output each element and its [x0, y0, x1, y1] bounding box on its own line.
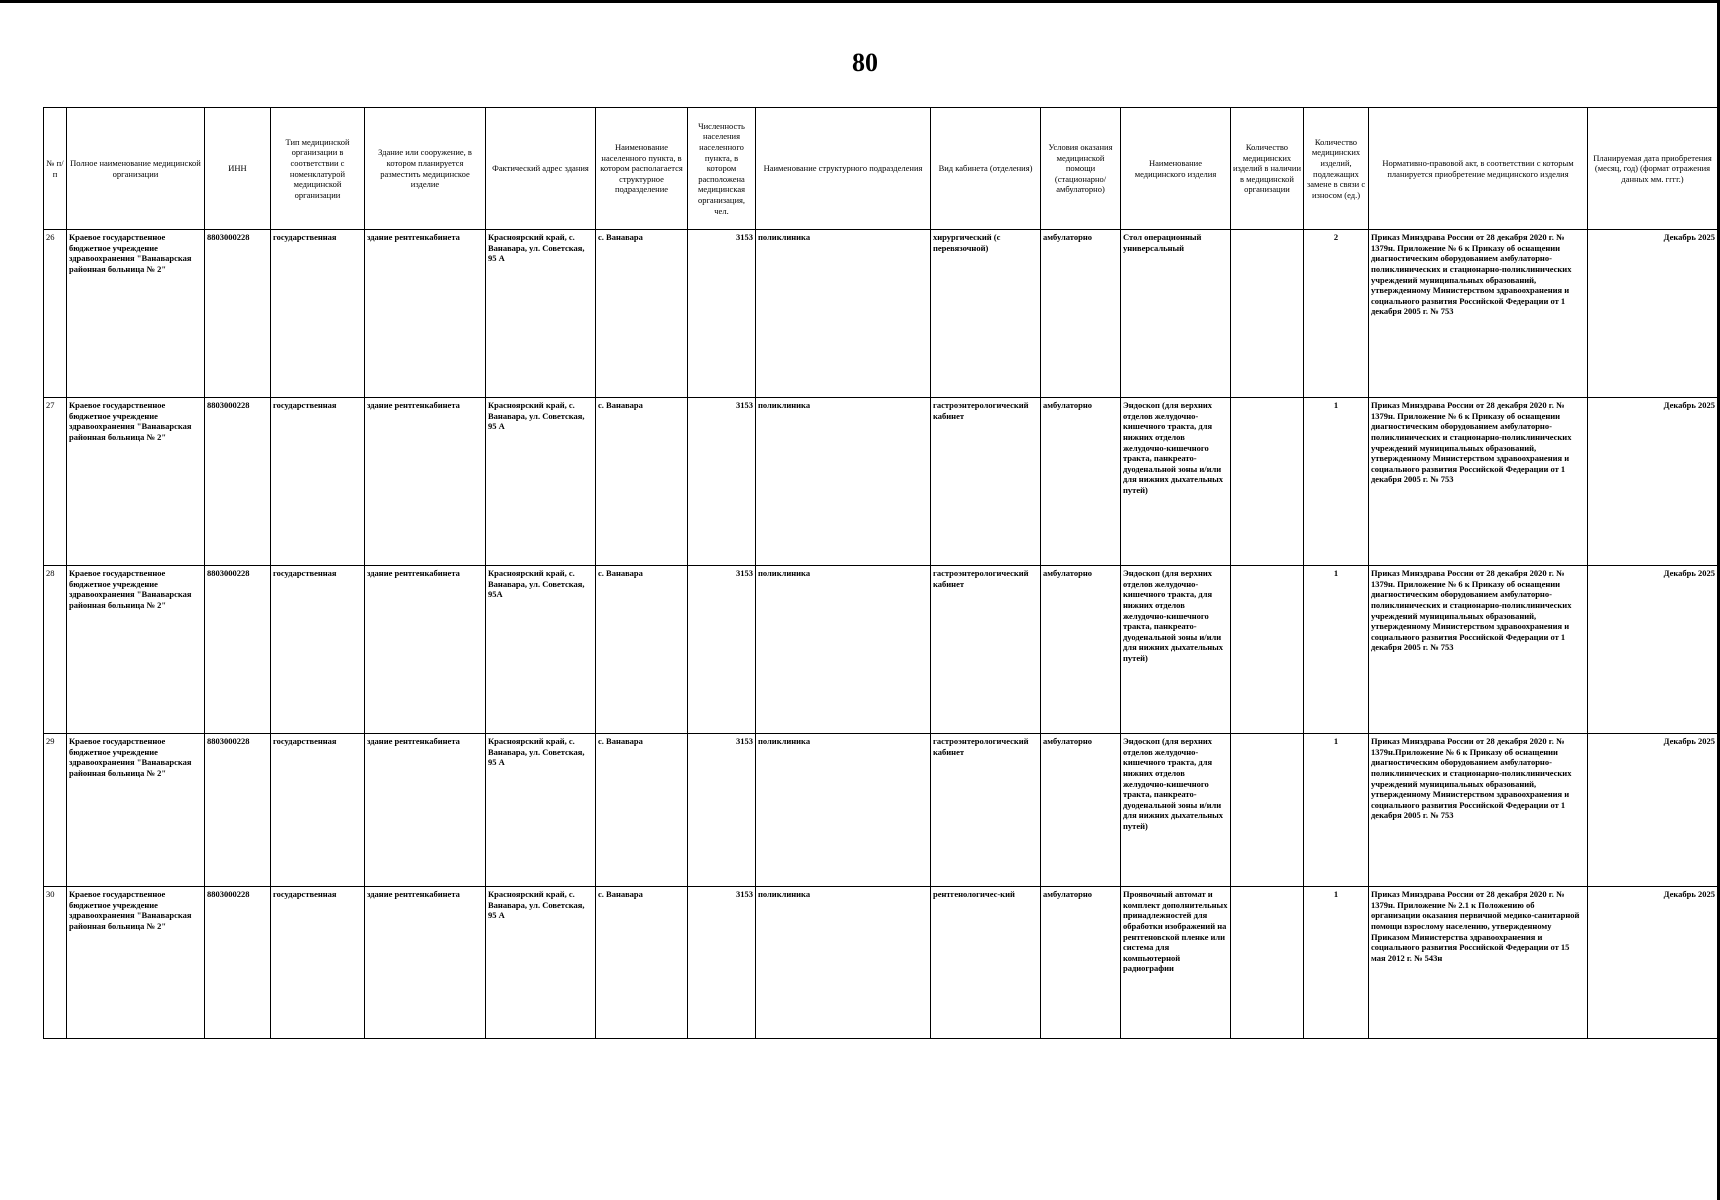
settlement: с. Ванавара — [596, 230, 688, 398]
device: Стол операционный универсальный — [1121, 230, 1231, 398]
table-row — [44, 566, 1718, 734]
org-type: государственная — [271, 887, 365, 1039]
row-number: 26 — [44, 230, 67, 398]
inn: 8803000228 — [205, 734, 271, 887]
division: поликлиника — [756, 398, 931, 566]
population: 3153 — [688, 566, 756, 734]
header-cell: Условия оказания медицинской помощи (стационарно/ амбулаторно) — [1041, 108, 1121, 230]
address: Красноярский край, с. Ванавара, ул. Советская, 95 А — [486, 734, 596, 887]
population: 3153 — [688, 887, 756, 1039]
legal-act: Приказ Минздрава России от 28 декабря 2020 г. № 1379н. Приложение № 6 к Приказу об оснащении диагностическим оборудованием амбулаторно-поликлинических и стационарно-поликлинических учреждений муниципальных образований, утвержденному Министерством здравоохранения и социального развития Российской Федерации от 1 декабря 2005 г. № 753 — [1369, 566, 1588, 734]
planned-date: Декабрь 2025 — [1588, 230, 1718, 398]
cabinet: гастроэнтерологический кабинет — [931, 566, 1041, 734]
available-count — [1231, 398, 1304, 566]
replace-count: 1 — [1304, 734, 1369, 887]
org-name: Краевое государственное бюджетное учреждение здравоохранения "Ванаварская районная больница № 2" — [67, 398, 205, 566]
org-type: государственная — [271, 398, 365, 566]
org-type: государственная — [271, 566, 365, 734]
address: Красноярский край, с. Ванавара, ул. Советская, 95А — [486, 566, 596, 734]
legal-act: Приказ Минздрава России от 28 декабря 2020 г. № 1379н.Приложение № 6 к Приказу об оснащении диагностическим оборудованием амбулаторно-поликлинических и стационарно-поликлинических учреждений муниципальных образований, утвержденному Министерством здравоохранения и социального развития Российской Федерации от 1 декабря 2005 г. № 753 — [1369, 734, 1588, 887]
cabinet: рентгенологичес-кий — [931, 887, 1041, 1039]
conditions: амбулаторно — [1041, 566, 1121, 734]
settlement: с. Ванавара — [596, 734, 688, 887]
header-cell: Наименование структурного подразделения — [756, 108, 931, 230]
device: Эндоскоп (для верхних отделов желудочно-кишечного тракта, для нижних отделов желудочно-кишечного тракта, панкреато-дуоденальной зоны и/или для нижних дыхательных путей) — [1121, 398, 1231, 566]
division: поликлиника — [756, 887, 931, 1039]
row-number: 30 — [44, 887, 67, 1039]
population: 3153 — [688, 230, 756, 398]
header-cell: Численность населения населенного пункта, в котором расположена медицинская организация, чел. — [688, 108, 756, 230]
org-type: государственная — [271, 734, 365, 887]
header-cell: Количество медицинских изделий в наличии в медицинской организации — [1231, 108, 1304, 230]
header-cell: Количество медицинских изделий, подлежащих замене в связи с износом (ед.) — [1304, 108, 1369, 230]
row-number: 27 — [44, 398, 67, 566]
legal-act: Приказ Минздрава России от 28 декабря 2020 г. № 1379н. Приложение № 6 к Приказу об оснащении диагностическим оборудованием амбулаторно-поликлинических и стационарно-поликлинических учреждений муниципальных образований, утвержденному Министерством здравоохранения и социального развития Российской Федерации от 1 декабря 2005 г. № 753 — [1369, 398, 1588, 566]
header-cell: ИНН — [205, 108, 271, 230]
building: здание рентгенкабинета — [365, 887, 486, 1039]
table-row — [44, 887, 1718, 1039]
planned-date: Декабрь 2025 — [1588, 398, 1718, 566]
address: Красноярский край, с. Ванавара, ул. Советская, 95 А — [486, 230, 596, 398]
row-number: 28 — [44, 566, 67, 734]
table-row — [44, 734, 1718, 887]
header-cell: № п/п — [44, 108, 67, 230]
available-count — [1231, 734, 1304, 887]
header-cell: Тип медицинской организации в соответствии с номенклатурой медицинской организации — [271, 108, 365, 230]
inn: 8803000228 — [205, 230, 271, 398]
division: поликлиника — [756, 734, 931, 887]
settlement: с. Ванавара — [596, 887, 688, 1039]
settlement: с. Ванавара — [596, 566, 688, 734]
page-border-top — [0, 0, 1720, 3]
conditions: амбулаторно — [1041, 887, 1121, 1039]
building: здание рентгенкабинета — [365, 230, 486, 398]
org-name: Краевое государственное бюджетное учреждение здравоохранения "Ванаварская районная больница № 2" — [67, 230, 205, 398]
device: Проявочный автомат и комплект дополнительных принадлежностей для обработки изображений на рентгеновской пленке или система для компьютерной радиографии — [1121, 887, 1231, 1039]
planned-date: Декабрь 2025 — [1588, 566, 1718, 734]
device: Эндоскоп (для верхних отделов желудочно-кишечного тракта, для нижних отделов желудочно-кишечного тракта, панкреато-дуоденальной зоны и/или для нижних дыхательных путей) — [1121, 566, 1231, 734]
address: Красноярский край, с. Ванавара, ул. Советская, 95 А — [486, 398, 596, 566]
header-cell: Наименование населенного пункта, в котором располагается структурное подразделение — [596, 108, 688, 230]
row-number: 29 — [44, 734, 67, 887]
inn: 8803000228 — [205, 566, 271, 734]
available-count — [1231, 230, 1304, 398]
org-type: государственная — [271, 230, 365, 398]
inn: 8803000228 — [205, 398, 271, 566]
population: 3153 — [688, 398, 756, 566]
header-cell: Здание или сооружение, в котором планируется разместить медицинское изделие — [365, 108, 486, 230]
division: поликлиника — [756, 230, 931, 398]
settlement: с. Ванавара — [596, 398, 688, 566]
replace-count: 2 — [1304, 230, 1369, 398]
table-row — [44, 398, 1718, 566]
division: поликлиника — [756, 566, 931, 734]
header-cell: Планируемая дата приобретения (месяц, год) (формат отражения данных мм. гггг.) — [1588, 108, 1718, 230]
population: 3153 — [688, 734, 756, 887]
building: здание рентгенкабинета — [365, 398, 486, 566]
building: здание рентгенкабинета — [365, 734, 486, 887]
inn: 8803000228 — [205, 887, 271, 1039]
conditions: амбулаторно — [1041, 398, 1121, 566]
header-cell: Вид кабинета (отделения) — [931, 108, 1041, 230]
header-cell: Фактический адрес здания — [486, 108, 596, 230]
page-number: 80 — [852, 48, 878, 77]
org-name: Краевое государственное бюджетное учреждение здравоохранения "Ванаварская районная больница № 2" — [67, 887, 205, 1039]
cabinet: гастроэнтерологический кабинет — [931, 398, 1041, 566]
org-name: Краевое государственное бюджетное учреждение здравоохранения "Ванаварская районная больница № 2" — [67, 734, 205, 887]
header-cell: Нормативно-правовой акт, в соответствии с которым планируется приобретение медицинского изделия — [1369, 108, 1588, 230]
conditions: амбулаторно — [1041, 734, 1121, 887]
equipment-registry-table — [43, 107, 1718, 1039]
replace-count: 1 — [1304, 887, 1369, 1039]
available-count — [1231, 566, 1304, 734]
cabinet: хирургический (с перевязочной) — [931, 230, 1041, 398]
legal-act: Приказ Минздрава России от 28 декабря 2020 г. № 1379н. Приложение № 6 к Приказу об оснащении диагностическим оборудованием амбулаторно-поликлинических и стационарно-поликлинических учреждений муниципальных образований, утвержденному Министерством здравоохранения и социального развития Российской Федерации от 1 декабря 2005 г. № 753 — [1369, 230, 1588, 398]
table-row — [44, 230, 1718, 398]
legal-act: Приказ Минздрава России от 28 декабря 2020 г. № 1379н. Приложение № 2.1 к Положению об организации оказания первичной медико-санитарной помощи взрослому населению, утвержденному Приказом Министерства здравоохранения и социального развития Российской Федерации от 15 мая 2012 г. № 543н — [1369, 887, 1588, 1039]
address: Красноярский край, с. Ванавара, ул. Советская, 95 А — [486, 887, 596, 1039]
device: Эндоскоп (для верхних отделов желудочно-кишечного тракта, для нижних отделов желудочно-кишечного тракта, панкреато-дуоденальной зоны и/или для нижних дыхательных путей) — [1121, 734, 1231, 887]
table-header-row — [44, 108, 1718, 230]
replace-count: 1 — [1304, 398, 1369, 566]
cabinet: гастроэнтерологический кабинет — [931, 734, 1041, 887]
planned-date: Декабрь 2025 — [1588, 734, 1718, 887]
org-name: Краевое государственное бюджетное учреждение здравоохранения "Ванаварская районная больница № 2" — [67, 566, 205, 734]
replace-count: 1 — [1304, 566, 1369, 734]
available-count — [1231, 887, 1304, 1039]
header-cell: Полное наименование медицинской организации — [67, 108, 205, 230]
conditions: амбулаторно — [1041, 230, 1121, 398]
header-cell: Наименование медицинского изделия — [1121, 108, 1231, 230]
building: здание рентгенкабинета — [365, 566, 486, 734]
planned-date: Декабрь 2025 — [1588, 887, 1718, 1039]
